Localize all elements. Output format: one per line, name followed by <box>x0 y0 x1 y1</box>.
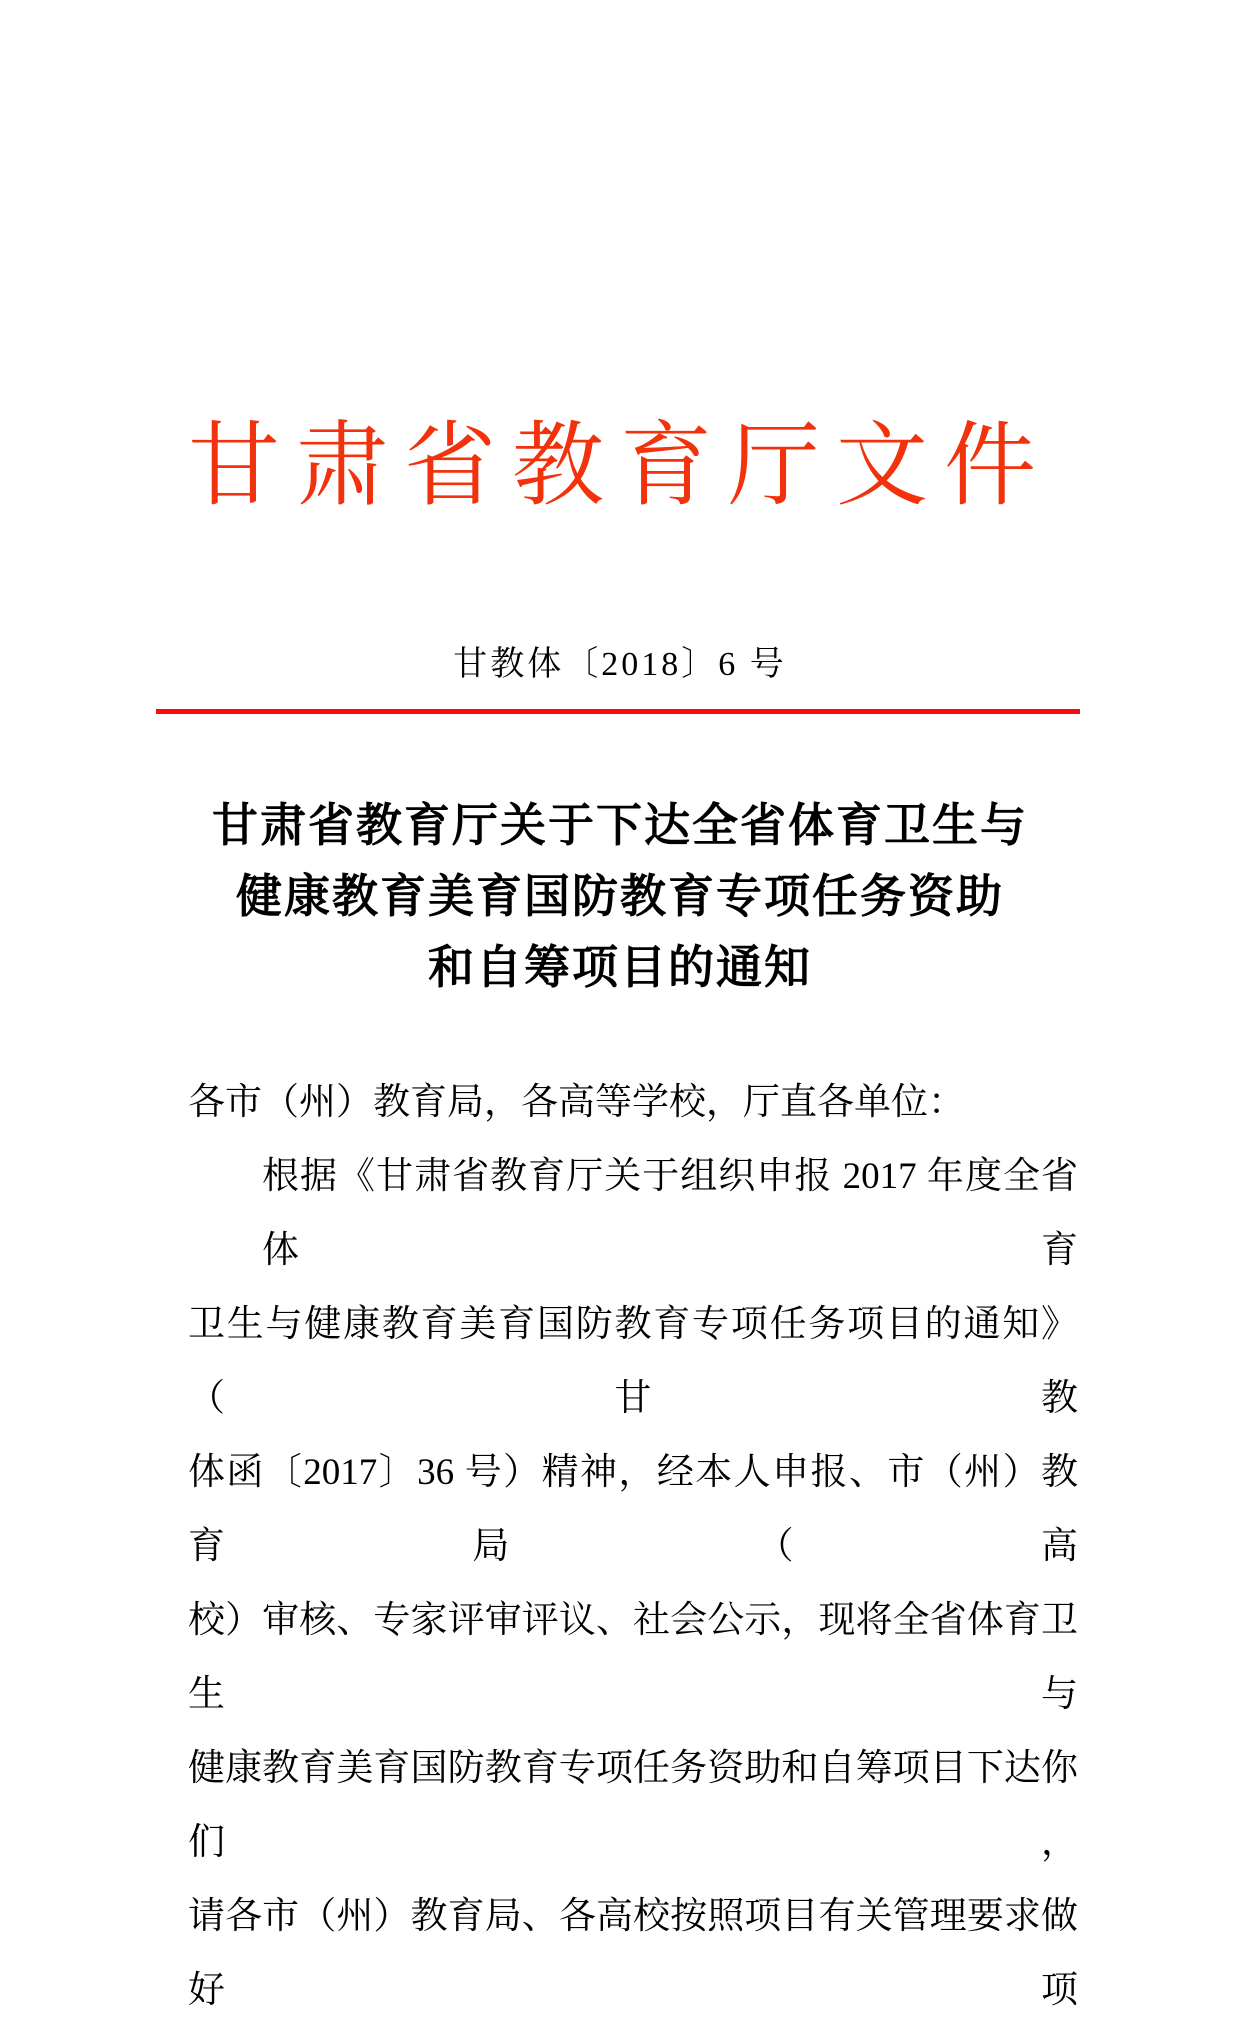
body-line: 校）审核、专家评审评议、社会公示，现将全省体育卫生与 <box>188 1600 1078 1715</box>
doc-number: 甘教体〔2018〕6 号 <box>453 646 787 683</box>
document-title-line-2: 健康教育美育国防教育专项任务资助 <box>236 871 1004 922</box>
document-title <box>0 790 1240 1003</box>
body-line: 请各市（州）教育局、各高校按照项目有关管理要求做好项 <box>188 1896 1078 2011</box>
letterhead-title: 甘肃省教育厅文件 <box>187 415 1052 517</box>
document-title-line-3: 和自筹项目的通知 <box>428 942 812 993</box>
body-line: 根据《甘肃省教育厅关于组织申报 2017 年度全省体育 <box>262 1156 1078 1271</box>
salutation-line: 各市（州）教育局，各高等学校，厅直各单位： <box>188 1082 965 1123</box>
body-line: 体函〔2017〕36 号）精神，经本人申报、市（州）教育局（高 <box>188 1452 1078 1567</box>
body-line: 卫生与健康教育美育国防教育专项任务项目的通知》（甘教 <box>188 1304 1078 1419</box>
body-line: 健康教育美育国防教育专项任务资助和自筹项目下达你们， <box>188 1748 1078 1863</box>
document-body <box>188 1066 1078 2028</box>
document-title-line-1: 甘肃省教育厅关于下达全省体育卫生与 <box>212 800 1028 851</box>
red-separator-rule <box>156 709 1080 714</box>
